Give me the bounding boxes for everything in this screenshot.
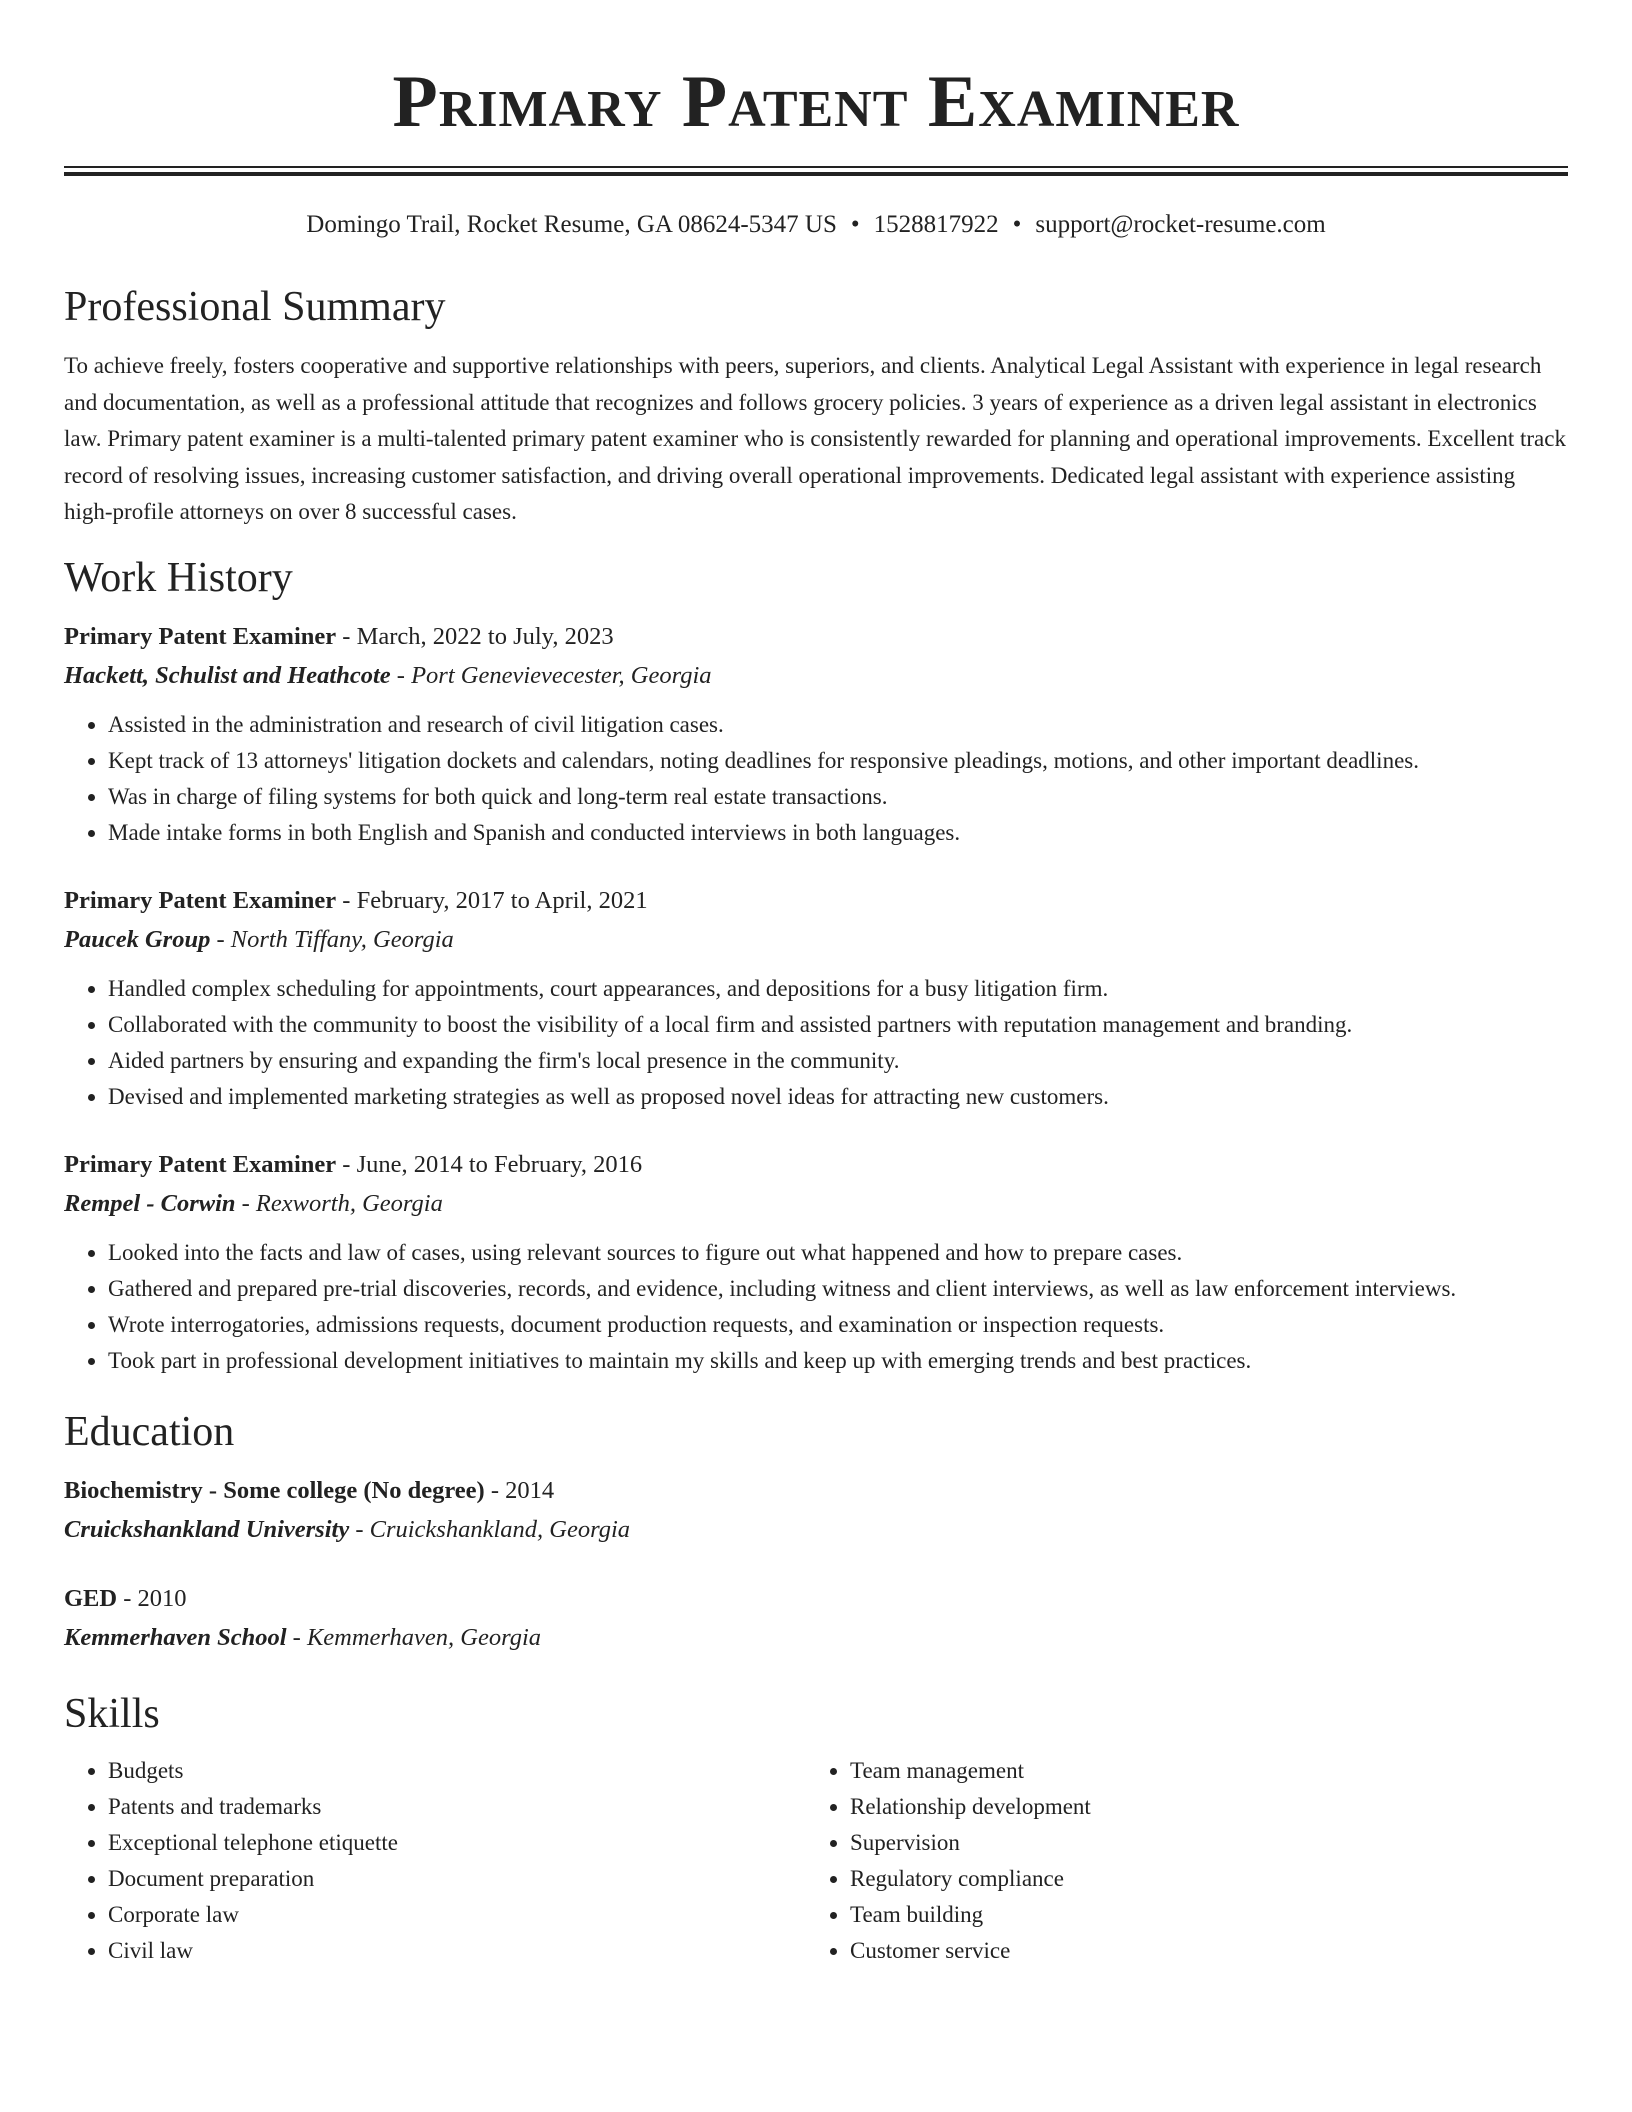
skill-item: • Budgets <box>108 1753 806 1789</box>
education-school-line <box>64 1618 1568 1657</box>
job-entry <box>64 881 1568 1115</box>
education-year: - 2010 <box>117 1584 187 1612</box>
skill-item: • Patents and trademarks <box>108 1789 806 1825</box>
skills-column-left <box>64 1753 806 1969</box>
section-title-work-history: Work History <box>64 554 293 601</box>
education-entry <box>64 1579 1568 1657</box>
job-title-line <box>64 1145 1568 1184</box>
skills-grid <box>64 1753 1568 1969</box>
job-bullet: • Was in charge of filing systems for both quick and long-term real estate transactions. <box>108 779 1568 815</box>
skill-item: • Customer service <box>850 1933 1548 1969</box>
job-bullets <box>64 1235 1568 1379</box>
job-title-line <box>64 617 1568 656</box>
contact-separator: • <box>1012 211 1022 238</box>
education-year: - 2014 <box>484 1476 555 1504</box>
section-title-skills: Skills <box>64 1690 160 1737</box>
job-bullets <box>64 707 1568 851</box>
contact-address: Domingo Trail, Rocket Resume, GA 08624-5347 US <box>306 211 837 238</box>
skill-item: • Regulatory compliance <box>850 1861 1548 1897</box>
education-degree: Biochemistry - Some college (No degree) <box>64 1476 485 1504</box>
job-company-line <box>64 1184 1568 1223</box>
education-location: - Cruickshankland, Georgia <box>349 1515 631 1543</box>
job-bullets <box>64 971 1568 1115</box>
job-bullet: • Kept track of 13 attorneys' litigation dockets and calendars, noting deadlines for responsive pleadings, motions, and other important deadlines. <box>108 743 1568 779</box>
education-entry <box>64 1471 1568 1549</box>
job-bullet: • Aided partners by ensuring and expanding the firm's local presence in the community. <box>108 1043 1568 1079</box>
job-company: Rempel - Corwin <box>64 1189 236 1217</box>
skill-item: • Team management <box>850 1753 1548 1789</box>
job-bullet: • Collaborated with the community to boost the visibility of a local firm and assisted partners with reputation management and branding. <box>108 1007 1568 1043</box>
job-company-line <box>64 656 1568 695</box>
skills-column-right <box>806 1753 1548 1969</box>
education-school: Cruickshankland University <box>64 1515 350 1543</box>
contact-email: support@rocket-resume.com <box>1035 211 1326 238</box>
job-role: Primary Patent Examiner <box>64 1150 337 1178</box>
skill-item: • Team building <box>850 1897 1548 1933</box>
skill-item: • Exceptional telephone etiquette <box>108 1825 806 1861</box>
job-dates: - March, 2022 to July, 2023 <box>336 622 614 650</box>
skill-item: • Supervision <box>850 1825 1548 1861</box>
job-bullet: • Devised and implemented marketing strategies as well as proposed novel ideas for attracting new customers. <box>108 1079 1568 1115</box>
contact-line <box>64 210 1568 240</box>
skill-item: • Document preparation <box>108 1861 806 1897</box>
job-role: Primary Patent Examiner <box>64 886 337 914</box>
job-bullet: • Assisted in the administration and research of civil litigation cases. <box>108 707 1568 743</box>
skill-item: • Corporate law <box>108 1897 806 1933</box>
job-bullet: • Took part in professional development initiatives to maintain my skills and keep up with emerging trends and best practices. <box>108 1343 1568 1379</box>
job-company: Paucek Group <box>64 925 211 953</box>
skills-list-right <box>806 1753 1548 1969</box>
skill-item: • Relationship development <box>850 1789 1548 1825</box>
summary-text: To achieve freely, fosters cooperative and supportive relationships with peers, superiors, and clients. Analytical Legal Assistant with experience in legal research and documentation, as well as a professional attitude that recognizes and follows grocery policies. 3 years of experience as a driven legal assistant in electronics law. Primary patent examiner is a multi-talented primary patent examiner who is consistently rewarded for planning and operational improvements. Excellent track record of resolving issues, increasing customer satisfaction, and driving overall operational improvements. Dedicated legal assistant with experience assisting high-profile attorneys on over 8 successful cases. <box>64 353 1566 524</box>
job-location: - North Tiffany, Georgia <box>210 925 454 953</box>
education-degree: GED <box>64 1584 118 1612</box>
skills-list-left <box>64 1753 806 1969</box>
job-dates: - February, 2017 to April, 2021 <box>336 886 648 914</box>
contact-phone: 1528817922 <box>873 211 999 238</box>
job-bullet: • Handled complex scheduling for appointments, court appearances, and depositions for a busy litigation firm. <box>108 971 1568 1007</box>
contact-separator: • <box>850 211 860 238</box>
section-title-education: Education <box>64 1408 235 1455</box>
job-role: Primary Patent Examiner <box>64 622 337 650</box>
section-title-summary: Professional Summary <box>64 284 446 330</box>
resume-name: Primary Patent Examiner <box>392 61 1240 143</box>
education-school: Kemmerhaven School <box>64 1623 287 1651</box>
job-entry <box>64 1145 1568 1379</box>
job-bullet: • Looked into the facts and law of cases, using relevant sources to figure out what happened and how to prepare cases. <box>108 1235 1568 1271</box>
job-location: - Port Genevievecester, Georgia <box>390 661 712 689</box>
job-company: Hackett, Schulist and Heathcote <box>64 661 391 689</box>
education-school-line <box>64 1510 1568 1549</box>
header-divider <box>64 166 1568 176</box>
education-degree-line <box>64 1471 1568 1510</box>
education-degree-line <box>64 1579 1568 1618</box>
job-company-line <box>64 920 1568 959</box>
job-location: - Rexworth, Georgia <box>235 1189 443 1217</box>
job-entry <box>64 617 1568 851</box>
job-bullet: • Wrote interrogatories, admissions requests, document production requests, and examination or inspection requests. <box>108 1307 1568 1343</box>
skill-item: • Civil law <box>108 1933 806 1969</box>
education-location: - Kemmerhaven, Georgia <box>286 1623 542 1651</box>
job-bullet: • Made intake forms in both English and Spanish and conducted interviews in both languages. <box>108 815 1568 851</box>
job-title-line <box>64 881 1568 920</box>
job-dates: - June, 2014 to February, 2016 <box>336 1150 643 1178</box>
job-bullet: • Gathered and prepared pre-trial discoveries, records, and evidence, including witness and client interviews, as well as law enforcement interviews. <box>108 1271 1568 1307</box>
